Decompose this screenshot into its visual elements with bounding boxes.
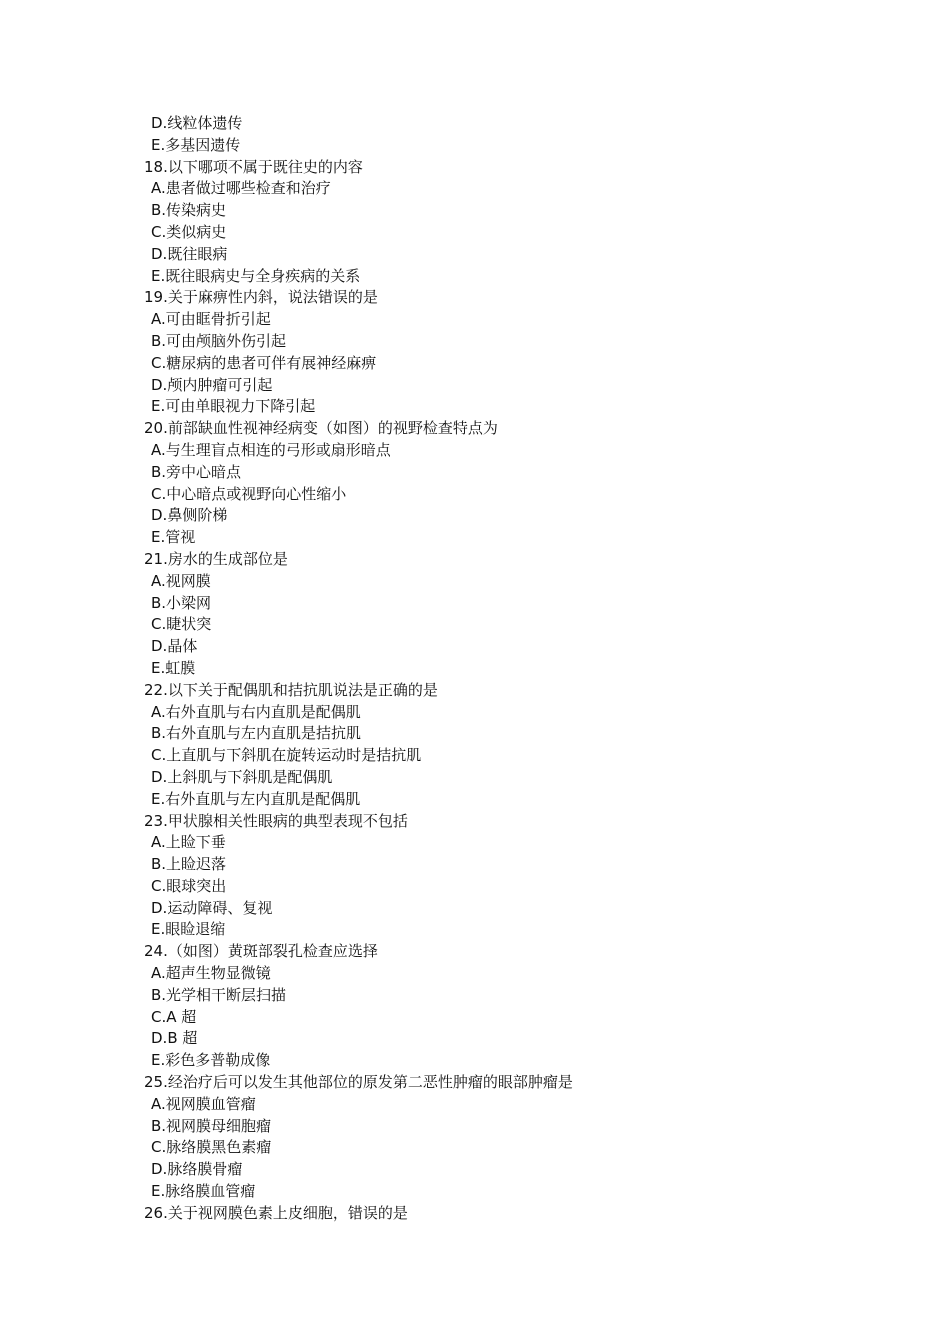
option-line: C.中心暗点或视野向心性缩小 bbox=[151, 484, 347, 503]
option-line: B.可由颅脑外伤引起 bbox=[151, 331, 287, 350]
option-line: D.颅内肿瘤可引起 bbox=[151, 375, 273, 394]
option-line: C.眼球突出 bbox=[151, 876, 227, 895]
question-stem: 22.以下关于配偶肌和拮抗肌说法是正确的是 bbox=[144, 680, 438, 699]
option-line: B.旁中心暗点 bbox=[151, 462, 242, 481]
option-line: C.上直肌与下斜肌在旋转运动时是拮抗肌 bbox=[151, 746, 422, 765]
option-line: A.超声生物显微镜 bbox=[151, 964, 271, 983]
option-line: E.多基因遗传 bbox=[151, 135, 241, 154]
option-line: D.上斜肌与下斜肌是配偶肌 bbox=[151, 767, 333, 786]
option-line: D.线粒体遗传 bbox=[151, 114, 243, 132]
question-stem: 21.房水的生成部位是 bbox=[144, 549, 288, 568]
exam-page bbox=[0, 113, 950, 1225]
option-line: C.类似病史 bbox=[151, 222, 227, 241]
option-line: D.脉络膜骨瘤 bbox=[151, 1160, 243, 1179]
option-line: E.脉络膜血管瘤 bbox=[151, 1182, 256, 1201]
option-line: A.视网膜 bbox=[151, 571, 211, 590]
question-stem: 26.关于视网膜色素上皮细胞，错误的是 bbox=[144, 1203, 408, 1222]
option-line: E.彩色多普勒成像 bbox=[151, 1051, 271, 1070]
option-line: C.脉络膜黑色素瘤 bbox=[151, 1138, 272, 1157]
option-line: D.运动障碍、复视 bbox=[151, 898, 273, 917]
option-line: E.管视 bbox=[151, 528, 196, 547]
option-line: A.患者做过哪些检查和治疗 bbox=[151, 179, 331, 198]
question-stem: 23.甲状腺相关性眼病的典型表现不包括 bbox=[144, 811, 408, 830]
option-line: B.小梁网 bbox=[151, 593, 212, 612]
option-line: E.虹膜 bbox=[151, 658, 196, 677]
question-stem: 25.经治疗后可以发生其他部位的原发第二恶性肿瘤的眼部肿瘤是 bbox=[144, 1073, 573, 1092]
option-line: E.既往眼病史与全身疾病的关系 bbox=[151, 266, 361, 285]
option-line: B.右外直肌与左内直肌是拮抗肌 bbox=[151, 724, 362, 743]
question-stem: 18.以下哪项不属于既往史的内容 bbox=[144, 157, 363, 176]
option-line: A.视网膜血管瘤 bbox=[151, 1094, 256, 1113]
option-line: A.上睑下垂 bbox=[151, 833, 226, 852]
option-line: A.右外直肌与右内直肌是配偶肌 bbox=[151, 702, 361, 721]
option-line: E.右外直肌与左内直肌是配偶肌 bbox=[151, 789, 361, 808]
option-line: B.视网膜母细胞瘤 bbox=[151, 1116, 272, 1135]
option-line: D.既往眼病 bbox=[151, 244, 228, 263]
option-line: B.上睑迟落 bbox=[151, 855, 227, 874]
option-line: C.睫状突 bbox=[151, 615, 212, 634]
option-line: D.晶体 bbox=[151, 637, 198, 656]
question-stem: 20.前部缺血性视神经病变（如图）的视野检查特点为 bbox=[144, 419, 498, 438]
option-line: C.A 超 bbox=[151, 1007, 197, 1026]
option-line: E.可由单眼视力下降引起 bbox=[151, 397, 316, 416]
option-line: D.鼻侧阶梯 bbox=[151, 506, 228, 525]
option-line: B.传染病史 bbox=[151, 201, 227, 220]
option-line: B.光学相干断层扫描 bbox=[151, 985, 287, 1004]
option-line: C.糖尿病的患者可伴有展神经麻痹 bbox=[151, 353, 377, 372]
option-line: A.可由眶骨折引起 bbox=[151, 310, 271, 329]
option-line: A.与生理盲点相连的弓形或扇形暗点 bbox=[151, 440, 391, 459]
question-stem: 24.（如图）黄斑部裂孔检查应选择 bbox=[144, 942, 378, 961]
option-line: D.B 超 bbox=[151, 1029, 198, 1048]
question-stem: 19.关于麻痹性内斜，说法错误的是 bbox=[144, 288, 378, 307]
option-line: E.眼睑退缩 bbox=[151, 920, 226, 939]
